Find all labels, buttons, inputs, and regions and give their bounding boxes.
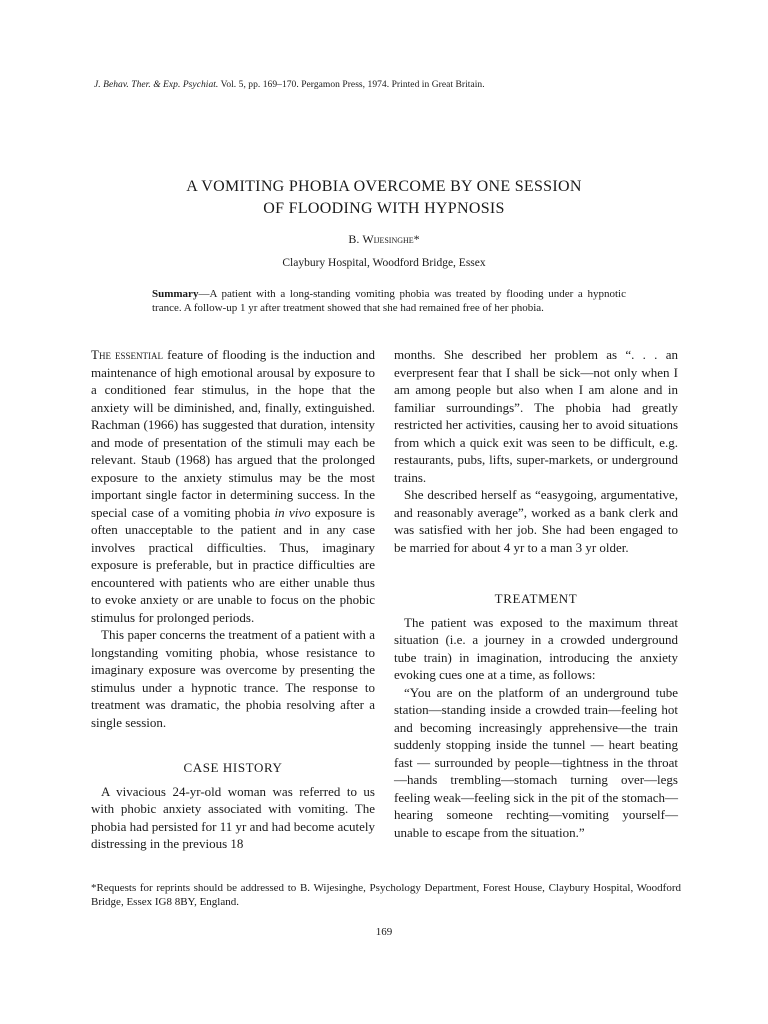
author-footnote-mark: * xyxy=(413,232,420,246)
paragraph-intro xyxy=(91,346,375,626)
summary-text: —A patient with a long-standing vomiting phobia was treated by flooding under a hypnotic trance. A follow-up 1 yr after treatment showed that she had remained free of her phobia. xyxy=(152,288,626,314)
intro-text-a: feature of flooding is the induction and maintenance of high emotional arousal by exposure to a conditioned fear stimulus, in the hope that the anxiety will be diminished, and, finally, extinguished. Rachman (1966) has suggested that duration, intensity and mode of presentation of the stimuli may each be relevant. Staub (1968) has argued that the prolonged exposure to the anxiety stimulus may be the most important single factor in determining success. In the special case of a vomiting phobia xyxy=(91,347,376,520)
intro-text-b: exposure is often unacceptable to the patient and in any case involves practical difficulties. Thus, imaginary exposure is preferable, but in practice difficulties are encountered with patients who are either unable thus to evoke anxiety or are unable to focus on the phobic stimulus for prolonged periods. xyxy=(91,504,375,625)
summary xyxy=(152,288,626,315)
paragraph-quote: “You are on the platform of an underground tube station—standing inside a crowded train—feeling hot and becoming increasingly apprehensive—the train suddenly stopping inside the tunnel — heart beating fast — surrounded by people—tightness in the throat—hands trembling—stomach turning over—legs feeling weak—feeling sick in the pit of the stomach—hearing someone rechting—vomiting yourself—unable to escape from the situation.” xyxy=(394,684,678,840)
footnote: *Requests for reprints should be addressed to B. Wijesinghe, Psychology Department, Forest House, Claybury Hospital, Woodford Bridge, Essex IG8 8BY, England. xyxy=(91,882,681,908)
affiliation: Claybury Hospital, Woodford Bridge, Essex xyxy=(282,257,486,269)
article-title xyxy=(0,176,768,220)
paragraph-treatment: The patient was exposed to the maximum threat situation (i.e. a journey in a crowded underground tube train) in imagination, introducing the anxiety evoking cues one at a time, as follows: xyxy=(394,614,678,682)
summary-label: Summary xyxy=(152,288,199,300)
intro-lead: The essential xyxy=(91,347,164,362)
citation-details: Vol. 5, pp. 169–170. Pergamon Press, 1974. Printed in Great Britain. xyxy=(218,80,485,90)
intro-italic: in vivo xyxy=(274,504,311,520)
author-initial: B. xyxy=(348,232,363,246)
heading-case-history: CASE HISTORY xyxy=(183,760,283,775)
title-line-2: OF FLOODING WITH HYPNOSIS xyxy=(263,200,505,217)
paragraph-self-description: She described herself as “easygoing, argumentative, and reasonably average”, worked as a bank clerk and was satisfied with her job. She had been engaged to be married for about 4 yr to a man 3 yr older. xyxy=(394,487,678,555)
journal-citation xyxy=(94,80,485,90)
paragraph-case-cont: months. She described her problem as “. . . an everpresent fear that I shall be sick—not only when I am among people but also when I am alone and in familiar surroundings”. The phobia had greatly restricted her activities, causing her to avoid situations from which a quick exit was seen to be difficult, e.g. restaurants, pubs, lifts, super-markets, or underground trains. xyxy=(394,347,678,485)
heading-treatment: TREATMENT xyxy=(494,591,578,606)
right-column xyxy=(394,346,678,841)
page-number: 169 xyxy=(375,926,393,938)
journal-name: J. Behav. Ther. & Exp. Psychiat. xyxy=(94,80,219,90)
paragraph-purpose: This paper concerns the treatment of a patient with a longstanding vomiting phobia, whose resistance to imaginary exposure was overcome by presenting the stimulus under a hypnotic trance. The response to treatment was dramatic, the phobia resolving after a single session. xyxy=(91,627,375,730)
left-column xyxy=(91,346,375,853)
author-line xyxy=(0,232,768,247)
author-surname: Wijesinghe xyxy=(362,232,414,246)
paragraph-case: A vivacious 24-yr-old woman was referred to us with phobic anxiety associated with vomiting. The phobia had persisted for 11 yr and had become acutely distressing in the previous 18 xyxy=(91,783,375,851)
title-line-1: A VOMITING PHOBIA OVERCOME BY ONE SESSION xyxy=(186,178,582,195)
